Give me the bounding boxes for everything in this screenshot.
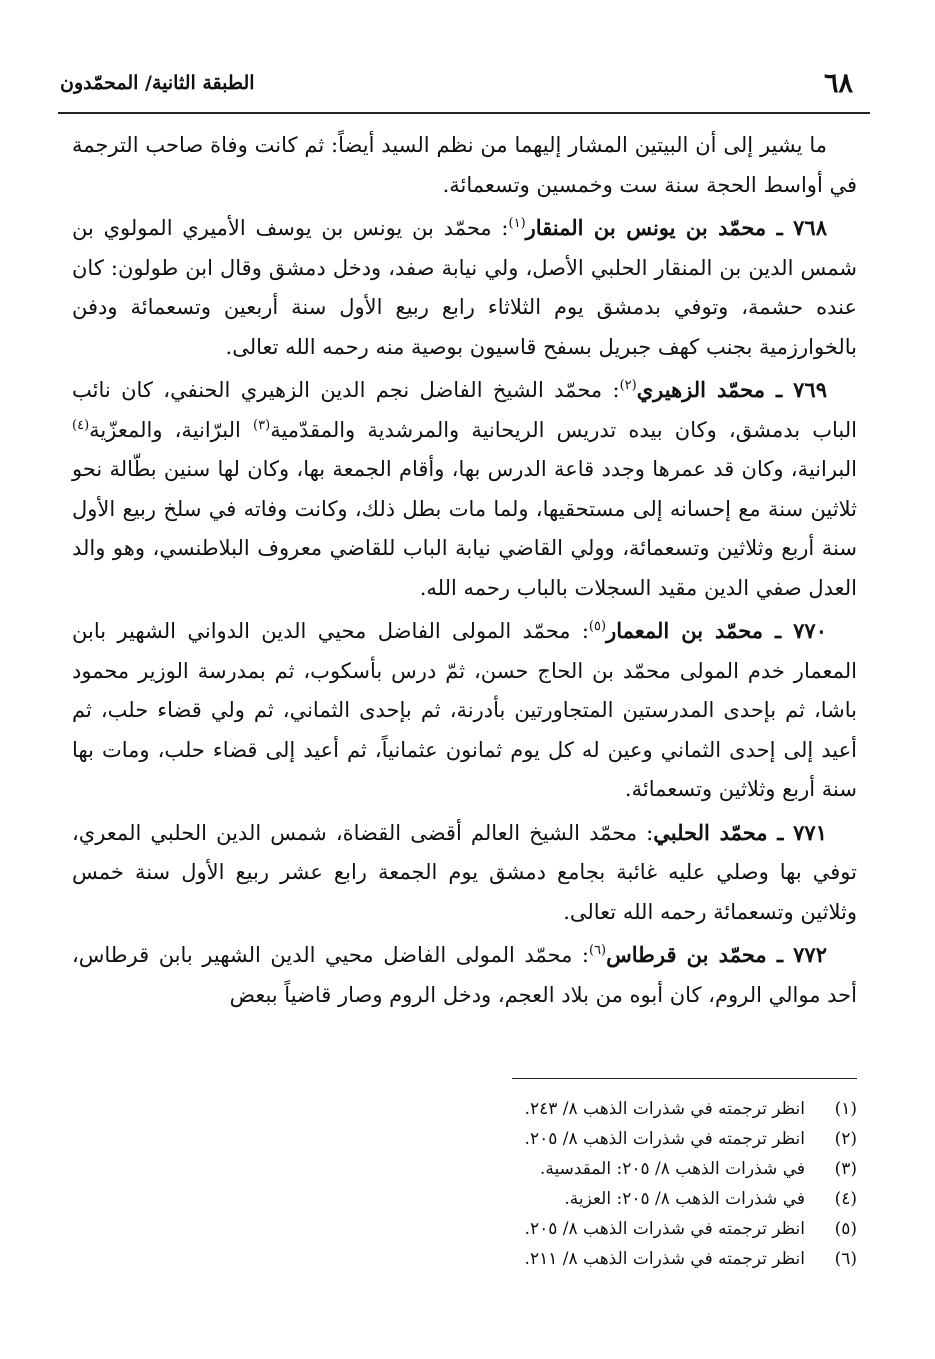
- footnote-item: [240, 1184, 857, 1214]
- entry-text: : محمّد بن يونس بن يوسف الأميري المولوي بن شمس الدين بن المنقار الحلبي الأصل، ولي نيابة صفد، ودخل دمشق وقال ابن طولون: كان عنده حشمة، وتوفي بدمشق يوم الثلاثاء رابع ربيع الأول سنة أربعين وتسعمائة ودفن بالخوارزمية بجنب كهف جبريل بسفح قاسيون بوصية منه رحمه الله تعالى.: [72, 216, 857, 359]
- entry-text: : محمّد المولى الفاضل محيي الدين الدواني الشهير بابن المعمار خدم المولى محمّد بن الحاج حسن، ثمّ درس بأسكوب، ثم بمدرسة الوزير محمود باشا، ثم بإحدى المدرستين المتجاورتين بأدرنة، ثم بإحدى الثماني، ثم ولي قضاء حلب، ثم أعيد إلى إحدى الثماني وعين له كل يوم ثمانون عثمانياً، ثم أعيد إلى قضاء حلب، ومات بها سنة أربع وثلاثين وتسعمائة.: [72, 619, 857, 801]
- entry-text: : محمّد الشيخ الفاضل نجم الدين الزهيري الحنفي، كان نائب الباب بدمشق، وكان بيده تدريس الريحانية والمرشدية والمقدّمية: [72, 378, 857, 442]
- entry-heading: ٧٦٩ ـ محمّد الزهيري: [636, 377, 827, 402]
- entry-text: : محمّد المولى الفاضل محيي الدين الشهير بابن قرطاس، أحد موالي الروم، كان أبوه من بلاد العجم، ودخل الروم وصار قاضياً ببعض: [72, 943, 857, 1007]
- entry-text: البرانية، وكان قد عمرها وجدد قاعة الدرس بها، وأقام الجمعة بها، وكان لها سنين بطّالة نحو ثلاثين سنة مع إحسانه إلى مستحقيها، ولما مات بطل ذلك، وكانت وفاته في سلخ ربيع الأول سنة أربع وثلاثين وتسعمائة، وولي القاضي نيابة الباب للقاضي معروف البلاطنسي، وهو والد العدل صفي الدين مقيد السجلات بالباب رحمه الله.: [72, 457, 857, 600]
- footnote-ref: (١): [508, 216, 526, 231]
- running-title: الطبقة الثانية/ المحمّدون: [60, 72, 255, 94]
- entry-768: [72, 208, 857, 367]
- running-header: [60, 62, 865, 102]
- footnote-item: [240, 1124, 857, 1154]
- footnote-number: (٢): [834, 1129, 857, 1149]
- footnote-item: [240, 1154, 857, 1184]
- footnote-ref: (٦): [588, 943, 607, 958]
- footnote-text: انظر ترجمته في شذرات الذهب ٨/ ٢٤٣.: [524, 1099, 805, 1119]
- footnote-number: (٦): [834, 1249, 857, 1269]
- entry-772: [72, 935, 857, 1015]
- entry-text: : محمّد الشيخ العالم أقضى القضاة، شمس الدين الحلبي المعري، توفي بها وصلي عليه غائبة بجامع دمشق يوم الجمعة رابع عشر ربيع الأول سنة خمس وثلاثين وتسعمائة رحمه الله تعالى.: [72, 820, 857, 924]
- entry-heading: ٧٧١ ـ محمّد الحلبي: [653, 819, 827, 845]
- entry-heading: ٧٧٢ ـ محمّد بن قرطاس: [606, 942, 827, 967]
- footnote-ref: (٢): [619, 378, 637, 393]
- footnote-text: في شذرات الذهب ٨/ ٢٠٥: المقدسية.: [539, 1159, 805, 1179]
- entry-771: [72, 813, 857, 933]
- footnote-number: (٤): [834, 1189, 857, 1209]
- main-text: [72, 126, 857, 1018]
- footnotes: [240, 1094, 857, 1274]
- footnote-text: انظر ترجمته في شذرات الذهب ٨/ ٢٠٥.: [524, 1219, 805, 1239]
- footnote-item: [240, 1094, 857, 1124]
- entry-text: البرّانية، والمعزّية: [89, 417, 254, 442]
- footnote-text: انظر ترجمته في شذرات الذهب ٨/ ٢١١.: [524, 1249, 805, 1269]
- footnote-ref: (٥): [588, 619, 607, 634]
- header-rule: [58, 112, 870, 114]
- entry-769: [72, 370, 857, 608]
- footnote-item: [240, 1214, 857, 1244]
- footnote-number: (٥): [834, 1219, 857, 1239]
- footnote-rule: [512, 1078, 857, 1079]
- entry-770: [72, 611, 857, 810]
- footnote-ref: (٣): [253, 417, 271, 433]
- footnote-number: (١): [834, 1099, 857, 1119]
- footnote-item: [240, 1244, 857, 1274]
- intro-paragraph: ما يشير إلى أن البيتين المشار إليهما من نظم السيد أيضاً: ثم كانت وفاة صاحب الترجمة في أواسط الحجة سنة ست وخمسين وتسعمائة.: [72, 133, 857, 197]
- footnote-text: في شذرات الذهب ٨/ ٢٠٥: العزية.: [564, 1189, 805, 1209]
- entry-heading: ٧٧٠ ـ محمّد بن المعمار: [606, 618, 827, 643]
- footnote-text: انظر ترجمته في شذرات الذهب ٨/ ٢٠٥.: [524, 1129, 805, 1149]
- footnote-number: (٣): [834, 1159, 857, 1179]
- page-number: ٦٨: [823, 68, 853, 99]
- footnote-ref: (٤): [72, 417, 90, 433]
- entry-heading: ٧٦٨ ـ محمّد بن يونس بن المنقار: [525, 215, 827, 240]
